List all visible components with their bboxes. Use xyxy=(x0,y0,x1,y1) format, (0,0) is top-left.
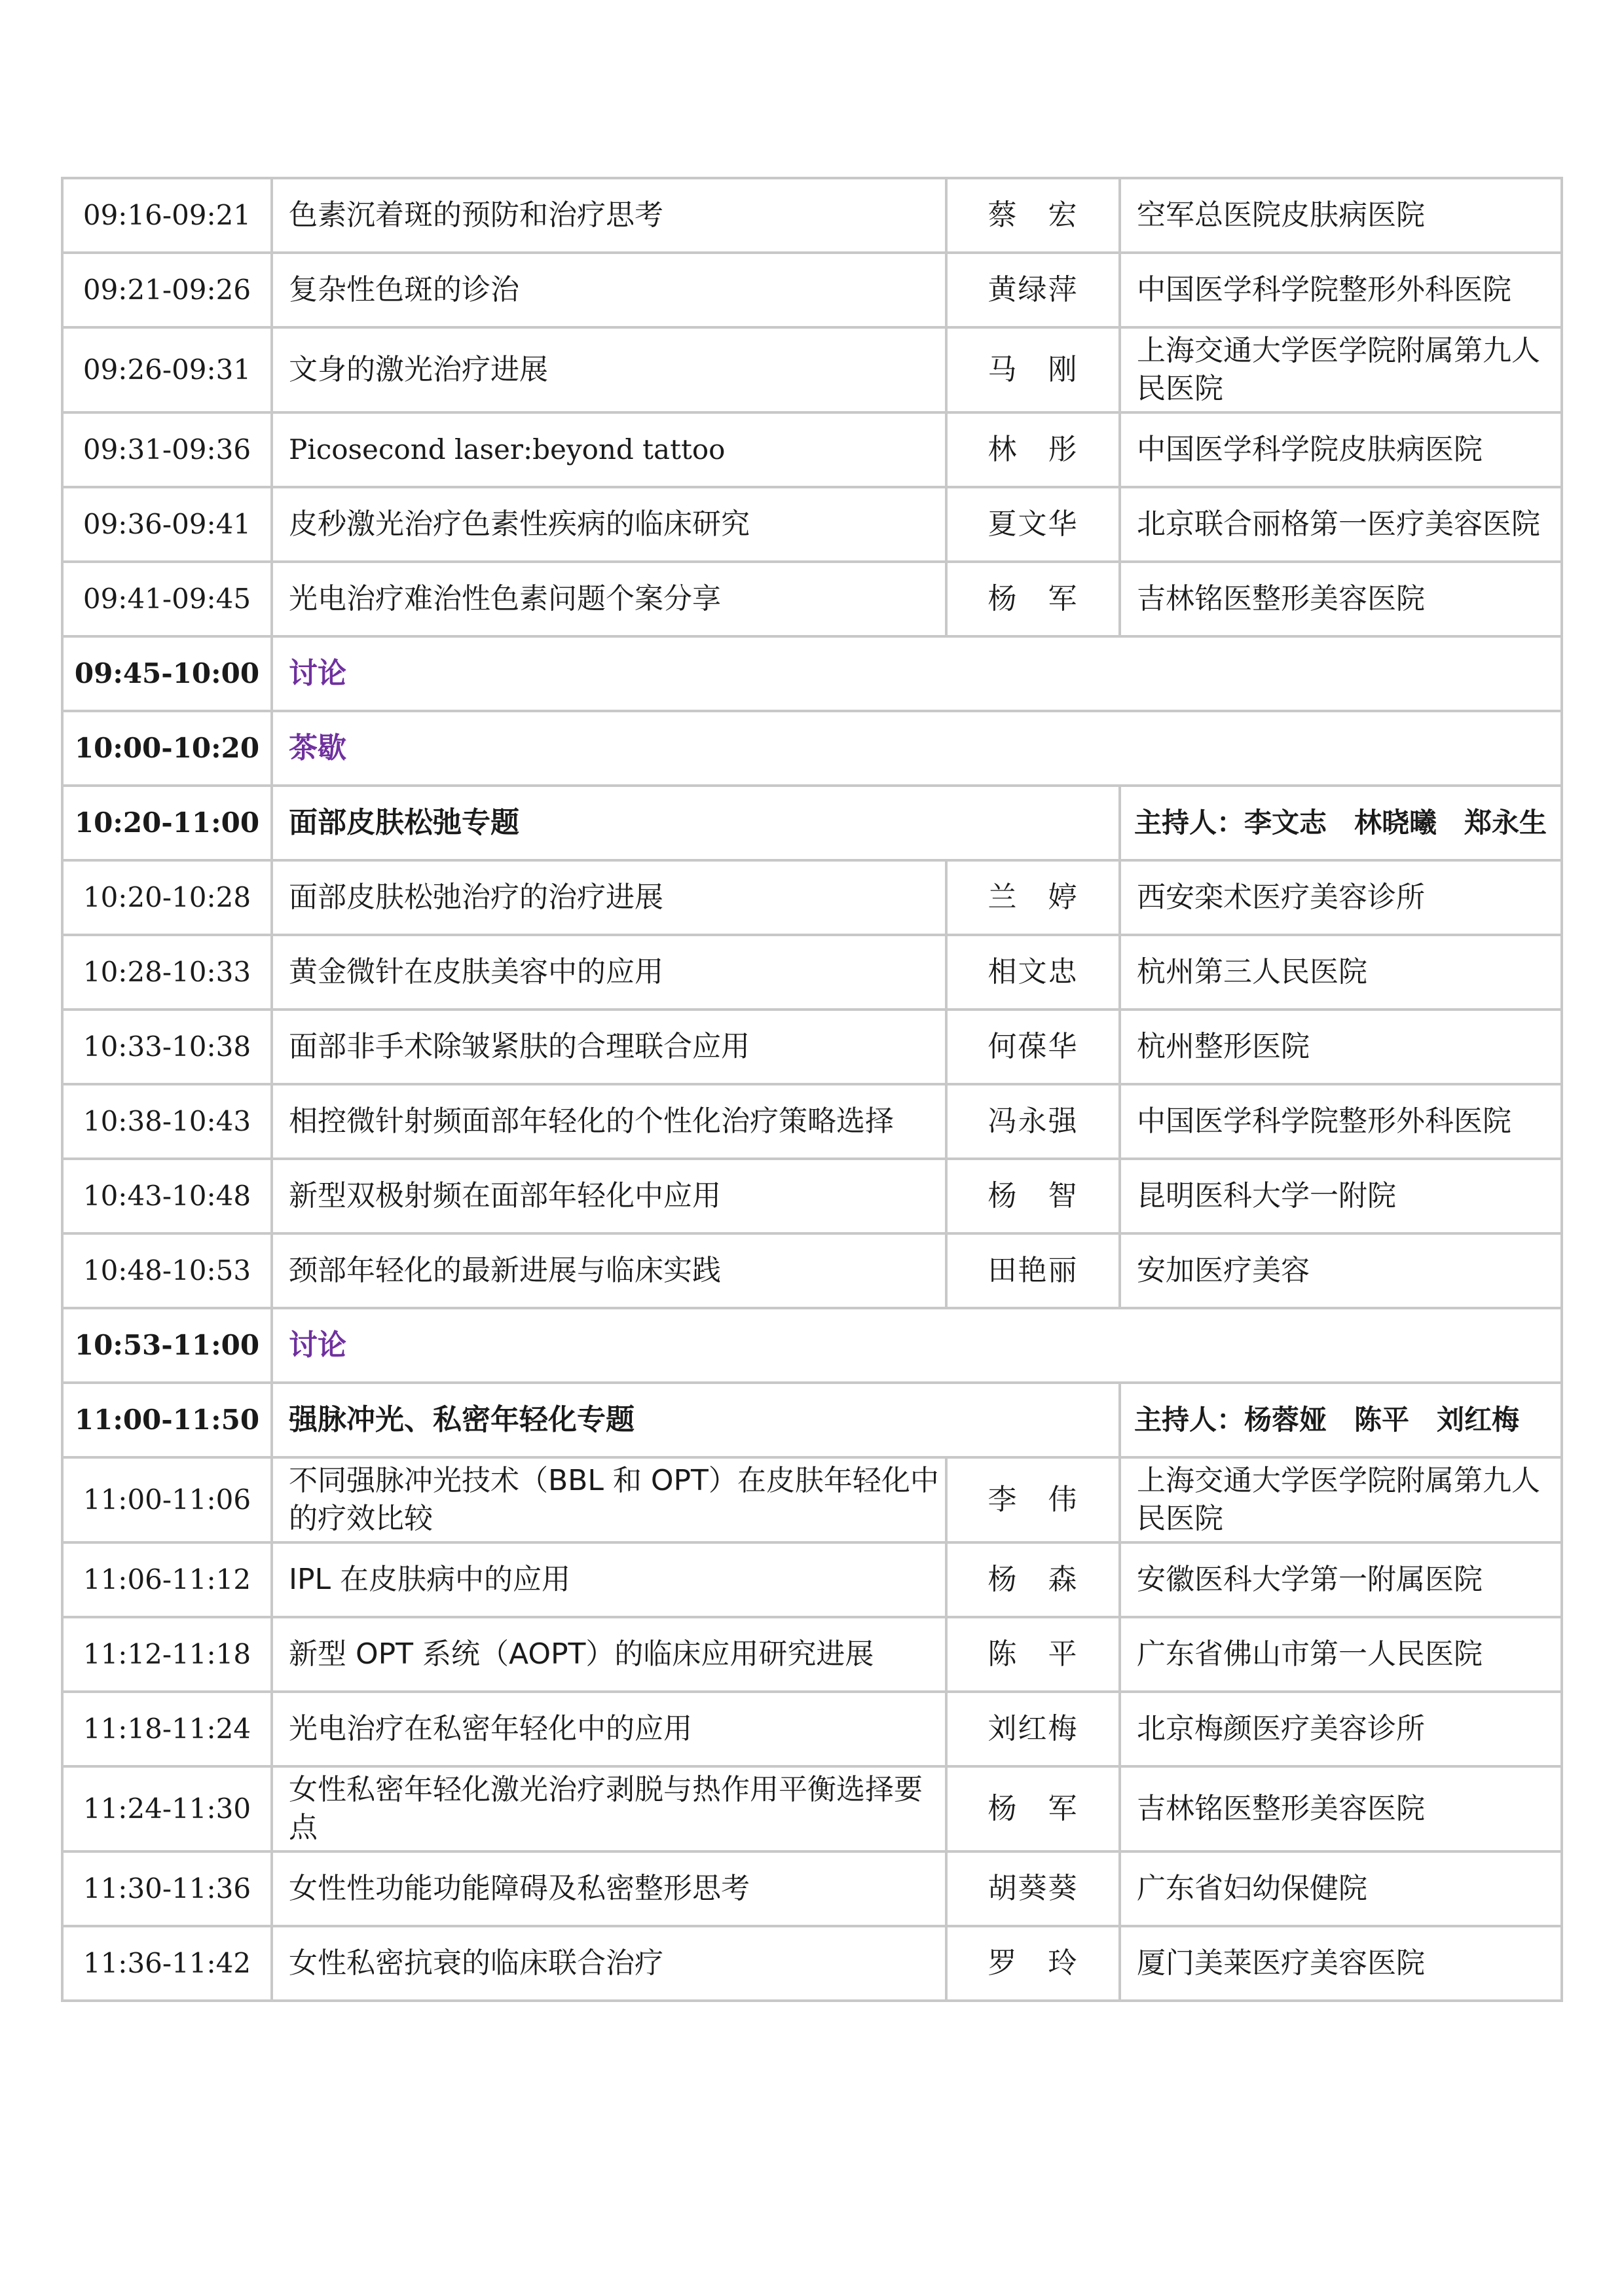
time-cell: 10:38-10:43 xyxy=(62,1084,272,1159)
speaker-cell: 田艳丽 xyxy=(946,1233,1120,1308)
time-cell: 10:53-11:00 xyxy=(62,1308,272,1383)
topic-cell: 相控微针射频面部年轻化的个性化治疗策略选择 xyxy=(272,1084,946,1159)
speaker-cell: 冯永强 xyxy=(946,1084,1120,1159)
speaker-cell: 黄绿萍 xyxy=(946,253,1120,327)
speaker-cell: 胡葵葵 xyxy=(946,1851,1120,1926)
time-cell: 10:33-10:38 xyxy=(62,1010,272,1084)
table-row xyxy=(62,935,1562,1010)
affiliation-cell: 中国医学科学院皮肤病医院 xyxy=(1120,412,1562,487)
speaker-cell: 何葆华 xyxy=(946,1010,1120,1084)
affiliation-cell: 空军总医院皮肤病医院 xyxy=(1120,178,1562,253)
time-cell: 10:20-10:28 xyxy=(62,860,272,935)
break-label: 茶歇 xyxy=(272,711,1562,786)
affiliation-cell: 吉林铭医整形美容医院 xyxy=(1120,562,1562,636)
table-row xyxy=(62,562,1562,636)
section-title: 强脉冲光、私密年轻化专题 xyxy=(272,1383,1120,1457)
table-row xyxy=(62,1851,1562,1926)
section-hosts: 主持人：杨蓉娅 陈平 刘红梅 xyxy=(1120,1383,1562,1457)
affiliation-cell: 昆明医科大学一附院 xyxy=(1120,1159,1562,1233)
affiliation-cell: 中国医学科学院整形外科医院 xyxy=(1120,1084,1562,1159)
time-cell: 11:30-11:36 xyxy=(62,1851,272,1926)
topic-cell: 新型双极射频在面部年轻化中应用 xyxy=(272,1159,946,1233)
topic-cell: IPL 在皮肤病中的应用 xyxy=(272,1542,946,1617)
table-row xyxy=(62,1542,1562,1617)
affiliation-cell: 广东省妇幼保健院 xyxy=(1120,1851,1562,1926)
time-cell: 09:21-09:26 xyxy=(62,253,272,327)
topic-cell: 女性私密年轻化激光治疗剥脱与热作用平衡选择要点 xyxy=(272,1766,946,1851)
time-cell: 10:00-10:20 xyxy=(62,711,272,786)
time-cell: 11:06-11:12 xyxy=(62,1542,272,1617)
discussion-label: 讨论 xyxy=(272,1308,1562,1383)
speaker-cell: 罗 玲 xyxy=(946,1926,1120,2001)
time-cell: 10:28-10:33 xyxy=(62,935,272,1010)
speaker-cell: 刘红梅 xyxy=(946,1692,1120,1766)
table-row xyxy=(62,1159,1562,1233)
discussion-row xyxy=(62,1308,1562,1383)
time-cell: 11:12-11:18 xyxy=(62,1617,272,1692)
table-row xyxy=(62,860,1562,935)
speaker-cell: 杨 军 xyxy=(946,562,1120,636)
section-hosts: 主持人：李文志 林晓曦 郑永生 xyxy=(1120,786,1562,860)
speaker-cell: 李 伟 xyxy=(946,1457,1120,1542)
time-cell: 09:45-10:00 xyxy=(62,636,272,711)
topic-cell: 光电治疗难治性色素问题个案分享 xyxy=(272,562,946,636)
affiliation-cell: 安加医疗美容 xyxy=(1120,1233,1562,1308)
time-cell: 11:18-11:24 xyxy=(62,1692,272,1766)
affiliation-cell: 西安栾术医疗美容诊所 xyxy=(1120,860,1562,935)
time-cell: 09:31-09:36 xyxy=(62,412,272,487)
time-cell: 09:41-09:45 xyxy=(62,562,272,636)
schedule-table xyxy=(61,177,1563,2002)
speaker-cell: 夏文华 xyxy=(946,487,1120,562)
table-row xyxy=(62,1766,1562,1851)
topic-cell: 色素沉着斑的预防和治疗思考 xyxy=(272,178,946,253)
time-cell: 09:36-09:41 xyxy=(62,487,272,562)
speaker-cell: 林 彤 xyxy=(946,412,1120,487)
affiliation-cell: 安徽医科大学第一附属医院 xyxy=(1120,1542,1562,1617)
topic-cell: 复杂性色斑的诊治 xyxy=(272,253,946,327)
affiliation-cell: 北京联合丽格第一医疗美容医院 xyxy=(1120,487,1562,562)
topic-cell: Picosecond laser:beyond tattoo xyxy=(272,412,946,487)
section-header-row xyxy=(62,786,1562,860)
section-header-row xyxy=(62,1383,1562,1457)
discussion-row xyxy=(62,636,1562,711)
table-row xyxy=(62,1457,1562,1542)
topic-cell: 面部皮肤松弛治疗的治疗进展 xyxy=(272,860,946,935)
table-row xyxy=(62,1617,1562,1692)
speaker-cell: 杨 智 xyxy=(946,1159,1120,1233)
break-row xyxy=(62,711,1562,786)
affiliation-cell: 北京梅颜医疗美容诊所 xyxy=(1120,1692,1562,1766)
speaker-cell: 杨 森 xyxy=(946,1542,1120,1617)
table-row xyxy=(62,253,1562,327)
topic-cell: 女性性功能功能障碍及私密整形思考 xyxy=(272,1851,946,1926)
time-cell: 10:20-11:00 xyxy=(62,786,272,860)
topic-cell: 文身的激光治疗进展 xyxy=(272,327,946,412)
speaker-cell: 相文忠 xyxy=(946,935,1120,1010)
time-cell: 11:24-11:30 xyxy=(62,1766,272,1851)
topic-cell: 新型 OPT 系统（AOPT）的临床应用研究进展 xyxy=(272,1617,946,1692)
topic-cell: 皮秒激光治疗色素性疾病的临床研究 xyxy=(272,487,946,562)
affiliation-cell: 上海交通大学医学院附属第九人民医院 xyxy=(1120,327,1562,412)
table-row xyxy=(62,1010,1562,1084)
affiliation-cell: 厦门美莱医疗美容医院 xyxy=(1120,1926,1562,2001)
table-row xyxy=(62,327,1562,412)
time-cell: 10:48-10:53 xyxy=(62,1233,272,1308)
time-cell: 09:26-09:31 xyxy=(62,327,272,412)
time-cell: 11:36-11:42 xyxy=(62,1926,272,2001)
speaker-cell: 蔡 宏 xyxy=(946,178,1120,253)
speaker-cell: 马 刚 xyxy=(946,327,1120,412)
topic-cell: 不同强脉冲光技术（BBL 和 OPT）在皮肤年轻化中的疗效比较 xyxy=(272,1457,946,1542)
table-row xyxy=(62,1084,1562,1159)
time-cell: 09:16-09:21 xyxy=(62,178,272,253)
discussion-label: 讨论 xyxy=(272,636,1562,711)
table-row xyxy=(62,178,1562,253)
affiliation-cell: 吉林铭医整形美容医院 xyxy=(1120,1766,1562,1851)
time-cell: 11:00-11:50 xyxy=(62,1383,272,1457)
topic-cell: 光电治疗在私密年轻化中的应用 xyxy=(272,1692,946,1766)
table-row xyxy=(62,412,1562,487)
affiliation-cell: 杭州第三人民医院 xyxy=(1120,935,1562,1010)
topic-cell: 面部非手术除皱紧肤的合理联合应用 xyxy=(272,1010,946,1084)
section-title: 面部皮肤松弛专题 xyxy=(272,786,1120,860)
table-row xyxy=(62,1692,1562,1766)
topic-cell: 女性私密抗衰的临床联合治疗 xyxy=(272,1926,946,2001)
table-row xyxy=(62,487,1562,562)
table-row xyxy=(62,1926,1562,2001)
time-cell: 10:43-10:48 xyxy=(62,1159,272,1233)
time-cell: 11:00-11:06 xyxy=(62,1457,272,1542)
speaker-cell: 杨 军 xyxy=(946,1766,1120,1851)
affiliation-cell: 上海交通大学医学院附属第九人民医院 xyxy=(1120,1457,1562,1542)
affiliation-cell: 杭州整形医院 xyxy=(1120,1010,1562,1084)
table-row xyxy=(62,1233,1562,1308)
affiliation-cell: 中国医学科学院整形外科医院 xyxy=(1120,253,1562,327)
topic-cell: 黄金微针在皮肤美容中的应用 xyxy=(272,935,946,1010)
affiliation-cell: 广东省佛山市第一人民医院 xyxy=(1120,1617,1562,1692)
topic-cell: 颈部年轻化的最新进展与临床实践 xyxy=(272,1233,946,1308)
speaker-cell: 陈 平 xyxy=(946,1617,1120,1692)
speaker-cell: 兰 婷 xyxy=(946,860,1120,935)
